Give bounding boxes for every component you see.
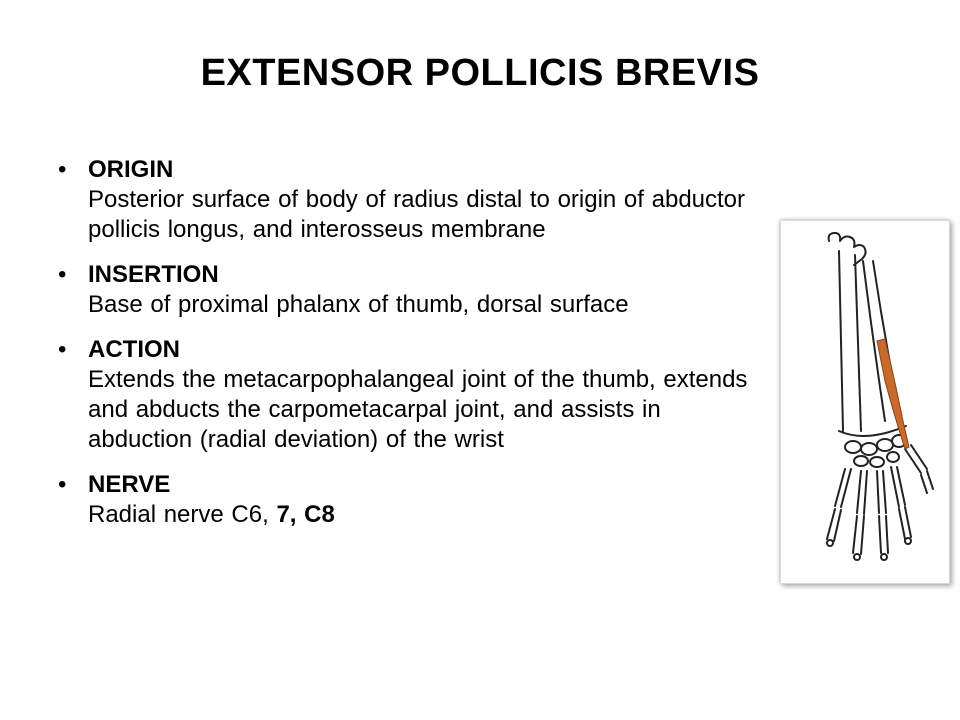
forearm-illustration — [780, 220, 950, 584]
nerve-heading: NERVE — [88, 471, 171, 498]
origin-text: Posterior surface of body of radius distal to origin of abductor pollicis longus, and interosseus membrane — [88, 186, 746, 243]
insertion-heading: INSERTION — [88, 261, 219, 288]
forearm-hand-bones-icon — [781, 221, 949, 583]
bullet-icon: • — [58, 156, 67, 183]
nerve-text — [88, 500, 758, 530]
nerve-text-bold: 7, C8 — [276, 501, 335, 528]
bullet-icon: • — [58, 261, 67, 288]
action-text: Extends the metacarpophalangeal joint of the thumb, extends and abducts the carpometacarpal joint, and assists in abduction (radial deviation) of the wrist — [88, 366, 748, 453]
bullet-icon: • — [58, 471, 67, 498]
bullet-icon: • — [58, 336, 67, 363]
page-title: EXTENSOR POLLICIS BREVIS — [200, 52, 760, 94]
list-item-action — [58, 335, 758, 455]
insertion-text: Base of proximal phalanx of thumb, dorsal surface — [88, 291, 629, 318]
action-heading: ACTION — [88, 336, 180, 363]
list-item-origin — [58, 155, 758, 245]
nerve-text-prefix: Radial nerve C6, — [88, 501, 277, 528]
origin-heading: ORIGIN — [88, 156, 174, 183]
muscle-details-list — [58, 155, 758, 545]
list-item-insertion — [58, 260, 758, 320]
list-item-nerve — [58, 470, 758, 530]
